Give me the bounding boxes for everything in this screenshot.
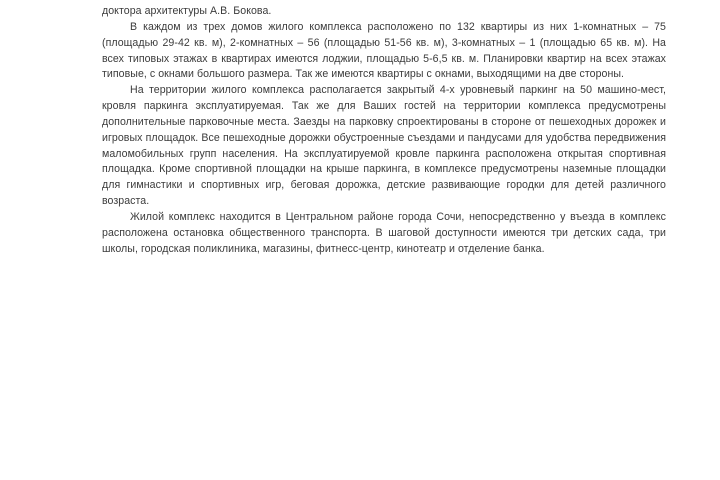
paragraph-apartments: В каждом из трех домов жилого комплекса расположено по 132 квартиры из них 1-комнатных – 75 (площадью 29-42 кв. м), 2-комнатных – 56 (площадью 51-56 кв. м), 3-комнатных – 1 (площадью 65 кв. м). На всех типовых этажах в квартирах имеются лоджии, площадью 5-6,5 кв. м. Планировки квартир на всех этажах типовые, с окнами большого размера. Так же имеются квартиры с окнами, выходящими на две стороны.: [102, 20, 666, 81]
top-line: доктора архитектуры А.В. Бокова.: [102, 5, 272, 17]
document-body: [102, 0, 666, 258]
paragraph-location: Жилой комплекс находится в Центральном районе города Сочи, непосредственно у въезда в комплекс расположена остановка общественного транспорта. В шаговой доступности имеются три детских сада, три школы, городская поликлиника, магазины, фитнесс-центр, кинотеатр и отделение банка.: [102, 210, 666, 255]
paragraph-parking: На территории жилого комплекса располагается закрытый 4-х уровневый паркинг на 50 машино-мест, кровля паркинга эксплуатируемая. Так же для Ваших гостей на территории комплекса предусмотрены дополнительные парковочные места. Заезды на парковку спроектированы в стороне от пешеходных дорожек и игровых площадок. Все пешеходные дорожки обустроенные съездами и пандусами для удобства передвижения маломобильных групп населения. На эксплуатируемой кровле паркинга расположена открытая спортивная площадка. Кроме спортивной площадки на крыше паркинга, в комплексе предусмотрены наземные площадки для гимнастики и спортивных игр, беговая дорожка, детские развивающие городки для детей различного возраста.: [102, 84, 666, 208]
